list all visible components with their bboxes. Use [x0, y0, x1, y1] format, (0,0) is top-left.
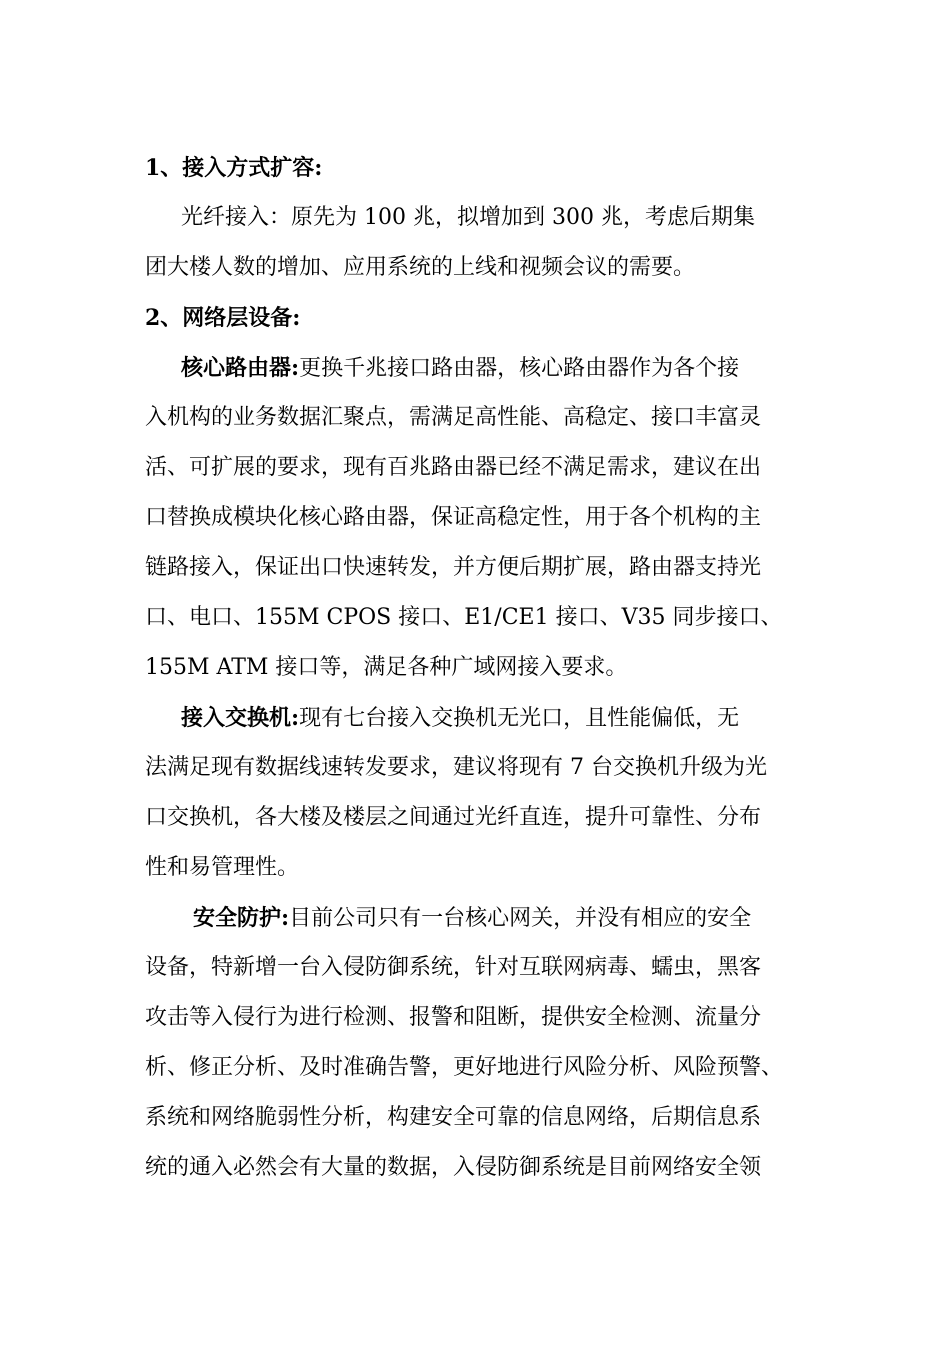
security-line: 系统和网络脆弱性分析，构建安全可靠的信息网络，后期信息系	[145, 1105, 762, 1130]
switch-line: 法满足现有数据线速转发要求，建议将现有 7 台交换机升级为光	[145, 755, 767, 780]
security-line: 析、修正分析、及时准确告警，更好地进行风险分析、风险预警、	[145, 1055, 784, 1080]
switch-line: 口交换机，各大楼及楼层之间通过光纤直连，提升可靠性、分布	[145, 805, 762, 830]
security-paragraph-first-line	[193, 903, 873, 933]
section-1-line-1: 光纤接入：原先为 100 兆，拟增加到 300 兆，考虑后期集	[181, 205, 755, 230]
switch-first-line-text: 现有七台接入交换机无光口，且性能偏低，无	[299, 706, 740, 731]
switch-paragraph-first-line	[181, 703, 861, 733]
section-2-heading: 2、网络层设备:	[145, 305, 301, 331]
router-line: 入机构的业务数据汇聚点，需满足高性能、高稳定、接口丰富灵	[145, 405, 762, 430]
security-first-line-text: 目前公司只有一台核心网关，并没有相应的安全	[289, 906, 752, 931]
section-1-heading: 1、接入方式扩容:	[145, 155, 323, 181]
router-label: 核心路由器:	[181, 355, 300, 381]
switch-line: 性和易管理性。	[145, 855, 300, 880]
router-line: 链路接入，保证出口快速转发，并方便后期扩展，路由器支持光	[145, 555, 762, 580]
switch-label: 接入交换机:	[181, 705, 300, 731]
security-label: 安全防护:	[193, 905, 290, 931]
security-line: 攻击等入侵行为进行检测、报警和阻断，提供安全检测、流量分	[145, 1005, 762, 1030]
router-line: 口、电口、155M CPOS 接口、E1/CE1 接口、V35 同步接口、	[145, 605, 783, 630]
router-first-line-text: 更换千兆接口路由器，核心路由器作为各个接	[299, 356, 740, 381]
router-line: 口替换成模块化核心路由器，保证高稳定性，用于各个机构的主	[145, 505, 762, 530]
section-1-line-2: 团大楼人数的增加、应用系统的上线和视频会议的需要。	[145, 255, 696, 280]
router-line: 155M ATM 接口等，满足各种广域网接入要求。	[145, 655, 628, 680]
router-line: 活、可扩展的要求，现有百兆路由器已经不满足需求，建议在出	[145, 455, 762, 480]
security-line: 统的通入必然会有大量的数据，入侵防御系统是目前网络安全领	[145, 1155, 762, 1180]
security-line: 设备，特新增一台入侵防御系统，针对互联网病毒、蠕虫，黑客	[145, 955, 762, 980]
router-paragraph-first-line	[181, 353, 861, 383]
